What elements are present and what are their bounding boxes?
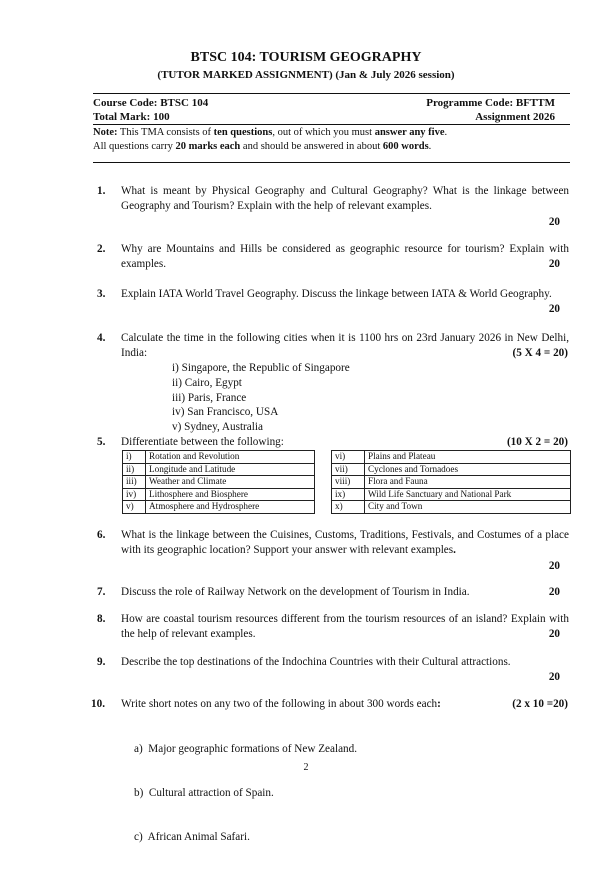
question-text: Describe the top destinations of the Indochina Countries with their Cultural attractions. (121, 656, 511, 668)
table-row (332, 476, 571, 489)
question-5 (97, 435, 570, 451)
table-cell: Cyclones and Tornadoes (365, 463, 571, 476)
table-row (123, 501, 315, 514)
header-rule-top (93, 93, 570, 94)
table-row (123, 451, 315, 464)
question-marks: 20 (548, 586, 560, 598)
table-cell: i) (123, 451, 146, 464)
question-number: 7. (97, 586, 106, 598)
table-cell: x) (332, 501, 365, 514)
list-item: i) Singapore, the Republic of Singapore (172, 362, 350, 374)
question-number: 4. (97, 332, 106, 344)
table-row (123, 476, 315, 489)
note-text: . (428, 141, 432, 152)
question-8 (97, 612, 570, 643)
table-row (332, 488, 571, 501)
note-text: and should be answered in about (240, 141, 383, 152)
table-cell: ix) (332, 488, 365, 501)
note-label: Note: (93, 127, 118, 138)
question-2 (97, 242, 570, 273)
question-4 (97, 331, 570, 362)
question-marks: (10 X 2 = 20) (506, 436, 568, 448)
question-marks: (5 X 4 = 20) (512, 347, 568, 359)
question-text-body: What is the linkage between the Cuisines, Customs, Traditions, Festivals, and Costumes of a place with its geographic location? Support your answer with relevant examples (121, 529, 569, 557)
programme-code: Programme Code: BFTTM (426, 97, 555, 109)
list-item: c) African Animal Safari. (134, 831, 250, 844)
question-number: 8. (97, 613, 106, 625)
question-text (121, 697, 501, 712)
table-cell: viii) (332, 476, 365, 489)
question-number: 5. (97, 436, 106, 448)
question-text: Discuss the role of Railway Network on the development of Tourism in India. (121, 586, 470, 598)
list-item: ii) Cairo, Egypt (172, 376, 242, 389)
question-number: 10. (91, 698, 105, 710)
table-row (332, 501, 571, 514)
table-cell: iii) (123, 476, 146, 489)
question-marks: 20 (548, 303, 560, 315)
question-1 (97, 184, 570, 230)
table-row (332, 451, 571, 464)
assignment-year: Assignment 2026 (475, 111, 555, 123)
list-item: a) Major geographic formations of New Zealand. (134, 742, 358, 755)
question-number: 3. (97, 288, 106, 300)
note-bold: answer any five (374, 127, 445, 138)
meta-row-marks (93, 111, 555, 123)
meta-row-codes (93, 97, 555, 109)
course-code: Course Code: BTSC 104 (93, 97, 209, 109)
note-bold: 20 marks each (175, 141, 241, 152)
list-item: v) Sydney, Australia (172, 421, 263, 434)
question-marks: 20 (548, 560, 560, 572)
question-number: 2. (97, 243, 106, 255)
table-row (123, 488, 315, 501)
question-7 (97, 585, 570, 601)
question-marks: 20 (548, 258, 560, 270)
table-cell: Atmosphere and Hydrosphere (146, 501, 315, 514)
table-cell: Flora and Fauna (365, 476, 571, 489)
note-text: All questions carry (93, 141, 176, 152)
table-cell: Rotation and Revolution (146, 451, 315, 464)
question-number: 9. (97, 656, 106, 668)
question-marks: (2 x 10 =20) (512, 698, 568, 710)
list-item: iii) Paris, France (172, 391, 247, 404)
differentiate-table-left (122, 450, 315, 514)
table-cell: iv) (123, 488, 146, 501)
question-text: Calculate the time in the following cities when it is 1100 hrs on 23rd January 2026 in New Delhi, India: (121, 332, 569, 360)
question-text: Explain IATA World Travel Geography. Discuss the linkage between IATA & World Geography. (121, 288, 552, 300)
table-cell: vi) (332, 451, 365, 464)
question-text (121, 528, 569, 559)
note-line-2 (93, 141, 563, 152)
note-text: , out of which you must (272, 127, 375, 138)
table-cell: ii) (123, 463, 146, 476)
question-marks: 20 (548, 628, 560, 640)
question-number: 1. (97, 185, 106, 197)
table-cell: Lithosphere and Biosphere (146, 488, 315, 501)
question-number: 6. (97, 529, 106, 541)
question-text-colon: : (437, 698, 441, 710)
header-rule-bottom (93, 162, 570, 163)
total-mark: Total Mark: 100 (93, 111, 170, 123)
list-item: b) Cultural attraction of Spain. (134, 786, 274, 799)
question-text-dot: . (453, 544, 456, 557)
note-bold: 600 words (382, 141, 429, 152)
table-cell: Wild Life Sanctuary and National Park (365, 488, 571, 501)
note-line-1 (93, 127, 563, 138)
question-text: How are coastal tourism resources different from the tourism resources of an island? Explain with the help of relevant examples. (121, 613, 569, 641)
note-text: . (444, 127, 448, 138)
question-3 (97, 287, 570, 318)
question-text: Differentiate between the following: (121, 436, 284, 448)
table-row (332, 463, 571, 476)
differentiate-table-right (331, 450, 571, 514)
city-list (172, 361, 350, 435)
question-text: Why are Mountains and Hills be considered as geographic resource for tourism? Explain with examples. (121, 243, 569, 271)
header-rule-middle (93, 124, 570, 125)
table-cell: City and Town (365, 501, 571, 514)
short-notes-list (134, 712, 357, 875)
document-title: BTSC 104: TOURISM GEOGRAPHY (190, 50, 422, 65)
note-text: This TMA consists of (117, 127, 214, 138)
question-text-body: Write short notes on any two of the following in about 300 words each (121, 698, 438, 710)
table-cell: Weather and Climate (146, 476, 315, 489)
table-cell: Plains and Plateau (365, 451, 571, 464)
table-cell: vii) (332, 463, 365, 476)
question-9 (97, 655, 570, 686)
question-text: What is meant by Physical Geography and Cultural Geography? What is the linkage between Geography and Tourism? Explain with the help of relevant examples. (121, 185, 569, 213)
question-marks: 20 (548, 671, 560, 683)
list-item: iv) San Francisco, USA (172, 406, 279, 419)
table-cell: v) (123, 501, 146, 514)
note-bold: ten questions (213, 127, 273, 138)
page-number: 2 (303, 762, 309, 773)
table-cell: Longitude and Latitude (146, 463, 315, 476)
question-6 (97, 528, 570, 574)
question-10 (91, 697, 570, 713)
question-marks: 20 (548, 216, 560, 228)
document-subtitle: (TUTOR MARKED ASSIGNMENT) (Jan & July 2026 session) (157, 69, 455, 81)
table-row (123, 463, 315, 476)
